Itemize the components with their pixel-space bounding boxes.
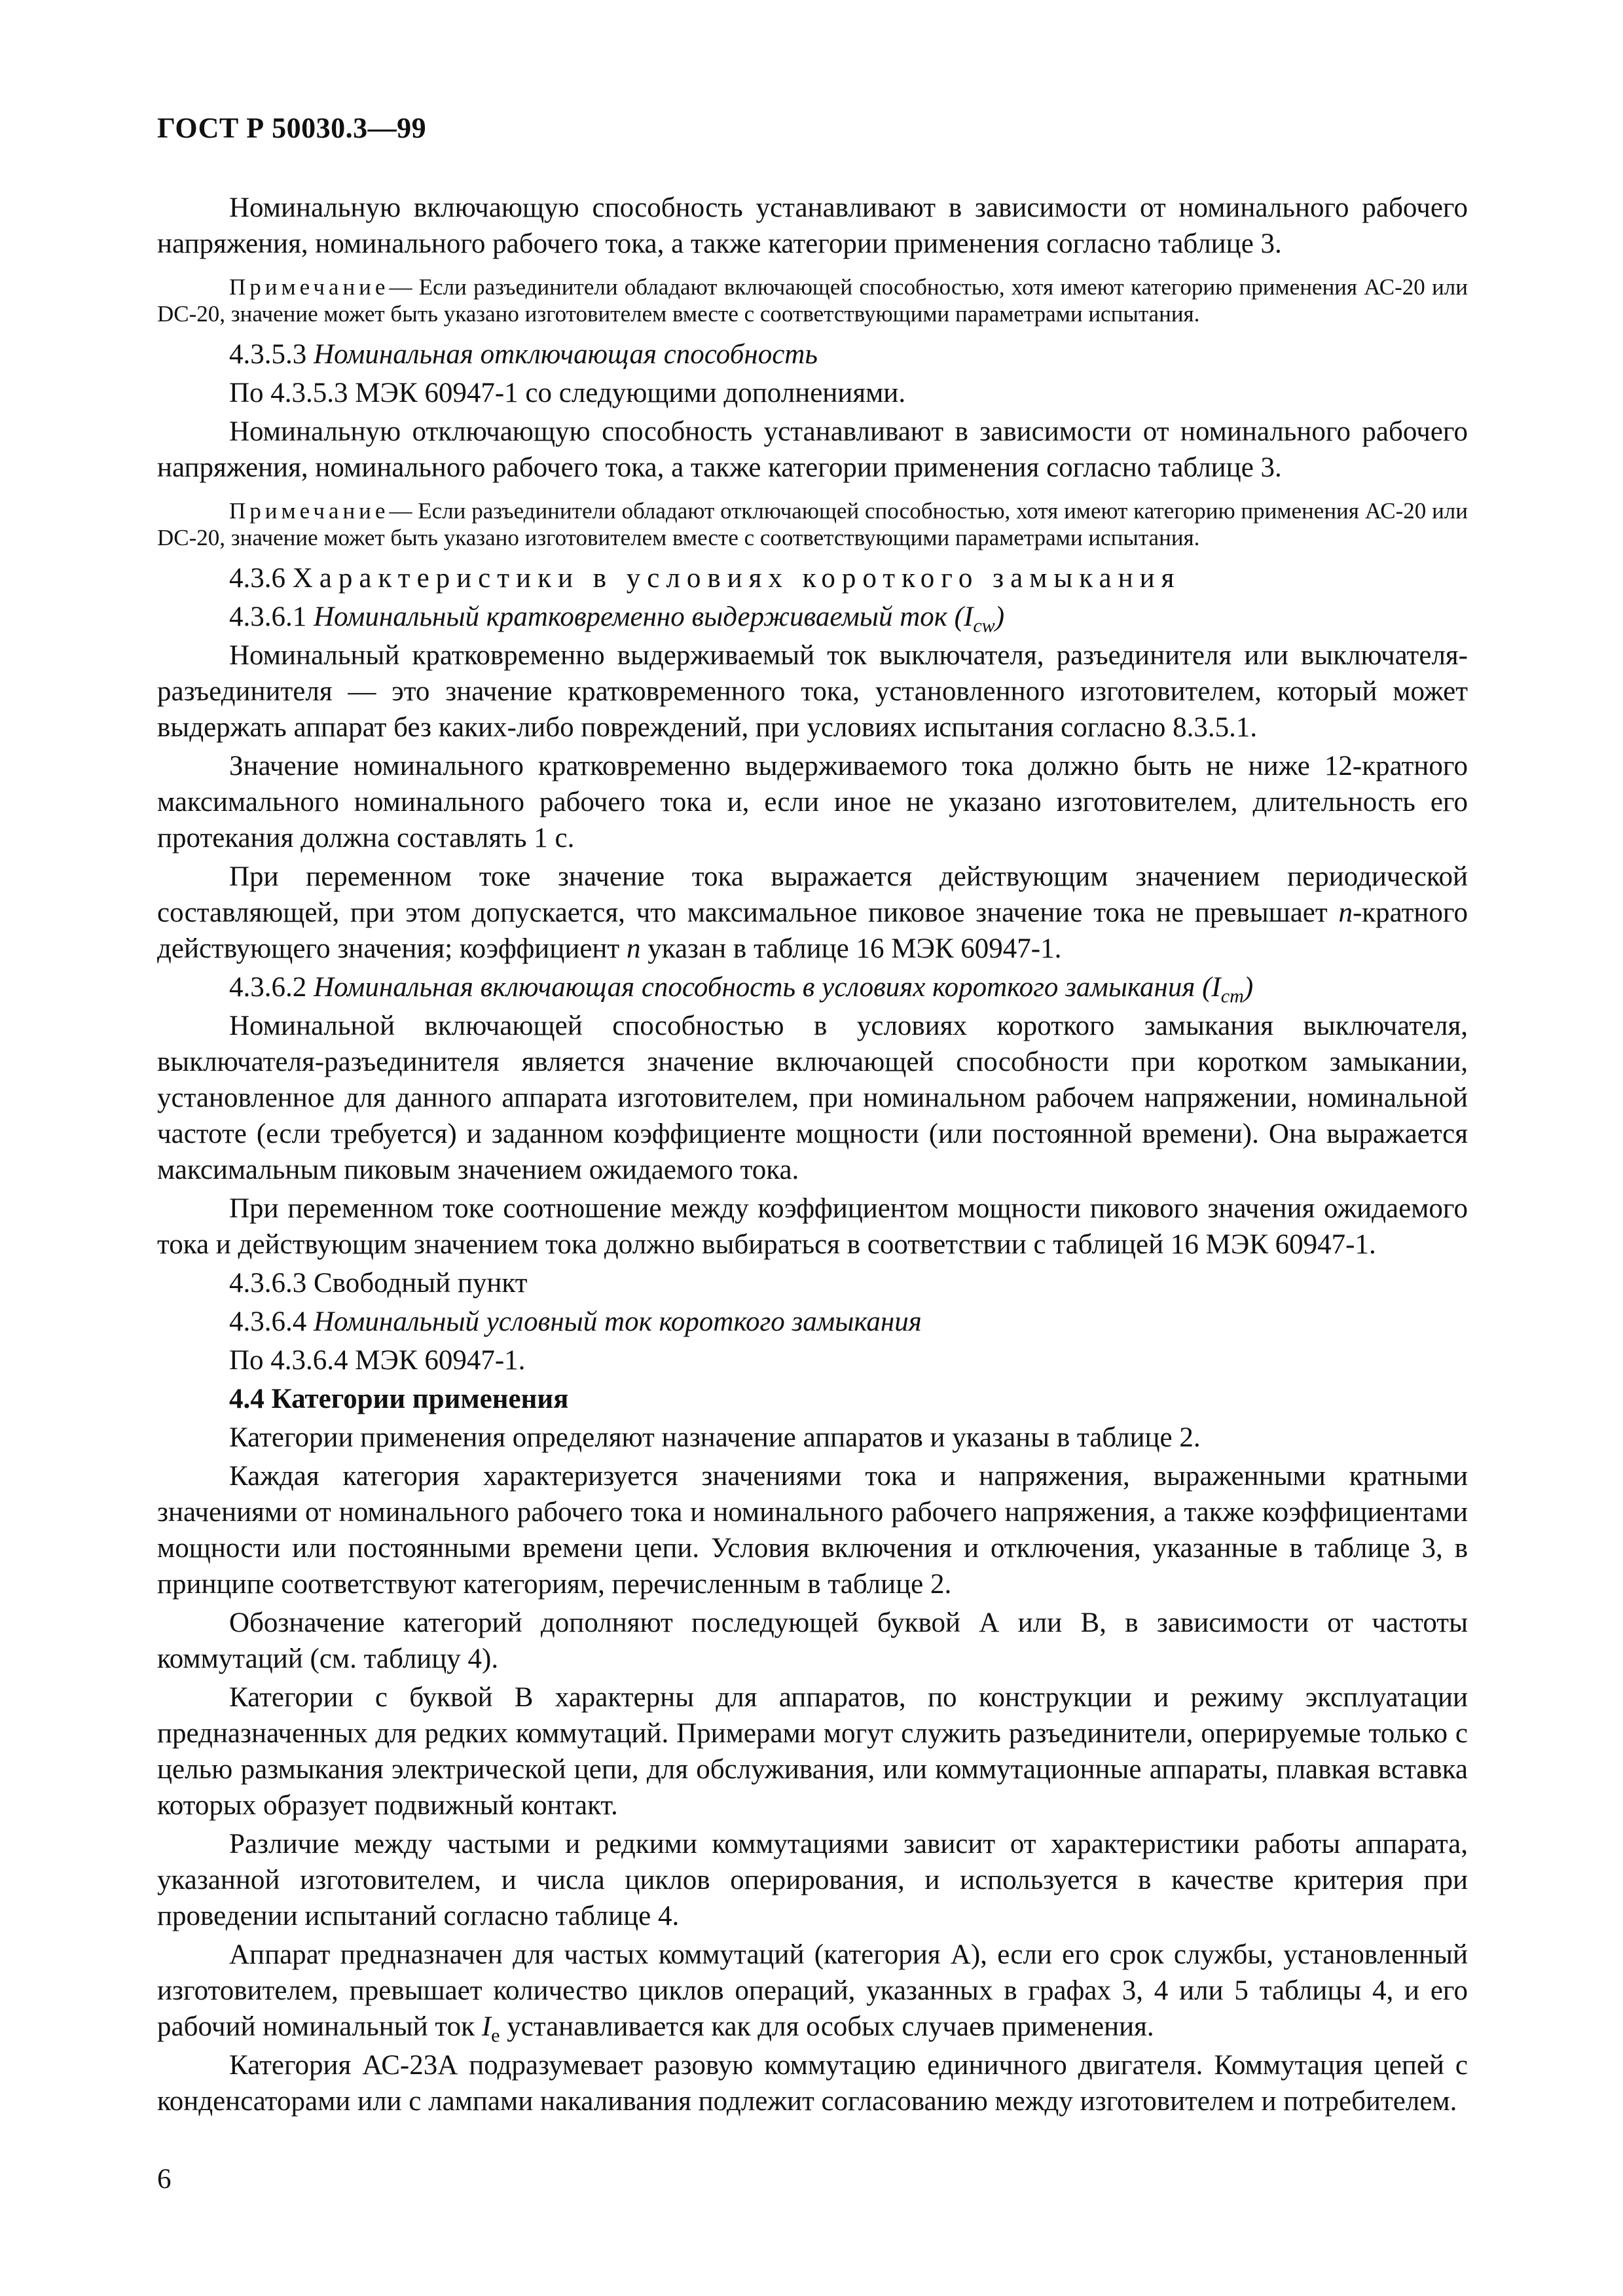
- var-n: n: [1338, 897, 1353, 928]
- subscript: e: [491, 2024, 500, 2047]
- text: устанавливается как для особых случаев применения.: [500, 2011, 1154, 2042]
- paren: ): [994, 601, 1005, 632]
- section-title: Характеристики в условиях короткого замыкания: [292, 563, 1181, 594]
- paragraph: [157, 1937, 1468, 2045]
- paragraph: Номинальный кратковременно выдерживаемый ток выключателя, разъединителя или выключателя-разъединителя — это значение кратковременного тока, установленного изготовителем, который может выдержать аппарат без каких-либо повреждений, при условиях испытания согласно 8.3.5.1.: [157, 640, 1468, 743]
- paragraph: Различие между частыми и редкими коммутациями зависит от характеристики работы аппарата, указанной изготовителем, и числа циклов оперирования, и используется в качестве критерия при проведении испытаний согласно таблице 4.: [157, 1829, 1468, 1931]
- subscript: cw: [973, 614, 995, 637]
- text: При переменном токе значение тока выражается действующим значением периодической составляющей, при этом допускается, что максимальное пиковое значение тока не превышает: [157, 861, 1468, 928]
- section-number: 4.3.6.2: [229, 972, 307, 1003]
- section-number: 4.3.6: [229, 563, 285, 594]
- paren: ): [1243, 972, 1254, 1003]
- note-text: — Если разъединители обладают включающей способностью, хотя имеют категорию применения АС-20 или DC-20, значение может быть указано изготовителем вместе с соответствующими параметрами испытания.: [157, 274, 1468, 327]
- paragraph: Значение номинального кратковременно выдерживаемого тока должно быть не ниже 12-кратного максимального номинального рабочего тока и, если иное не указано изготовителем, длительность его протекания должна составлять 1 с.: [157, 751, 1468, 853]
- text: указан в таблице 16 МЭК 60947-1.: [640, 933, 1062, 964]
- paragraph: Номинальную отключающую способность устанавливают в зависимости от номинального рабочего напряжения, номинального рабочего тока, а также категории применения согласно таблице 3.: [157, 416, 1468, 483]
- paragraph: Категории применения определяют назначение аппаратов и указаны в таблице 2.: [229, 1422, 1201, 1453]
- section-heading-4364: [157, 1304, 1468, 1340]
- text: -кратного действующего значения; коэффициент: [157, 897, 1468, 964]
- section-heading-436: [157, 560, 1468, 596]
- paragraph: Каждая категория характеризуется значениями тока и напряжения, выраженными кратными значениями от номинального рабочего тока и номинального рабочего напряжения, а также коэффициентами мощности или постоянными времени цепи. Условия включения и отключения, указанные в таблице 3, в принципе соответствуют категориям, перечисленным в таблице 2.: [157, 1461, 1468, 1600]
- section-title: Номинальная отключающая способность: [314, 339, 818, 370]
- section-heading-4353: [157, 336, 1468, 372]
- section-title: [314, 601, 1005, 637]
- paragraph: Номинальной включающей способностью в условиях короткого замыкания выключателя, выключателя-разъединителя является значение включающей способности при коротком замыкании, установленное для данного аппарата изготовителем, при номинальном рабочем напряжении, номинальной частоте (если требуется) и заданном коэффициенте мощности (или постоянной времени). Она выражается максимальным пиковым значением ожидаемого тока.: [157, 1011, 1468, 1185]
- section-number: 4.3.6.1: [229, 601, 307, 632]
- document-body: [157, 190, 1468, 2122]
- paragraph: По 4.3.5.3 МЭК 60947-1 со следующими дополнениями.: [229, 378, 906, 408]
- var-n: n: [626, 933, 641, 964]
- note: [157, 497, 1468, 551]
- paragraph: Категории с буквой В характерны для аппаратов, по конструкции и режиму эксплуатации предназначенных для редких коммутаций. Примерами могут служить разъединители, оперируемые только с целью размыкания электрической цепи, для обслуживания, или коммутационные аппараты, плавкая вставка которых образует подвижный контакт.: [157, 1682, 1468, 1821]
- document-header: ГОСТ Р 50030.3—99: [157, 112, 427, 144]
- paragraph: По 4.3.6.4 МЭК 60947-1.: [229, 1345, 526, 1376]
- paragraph: Обозначение категорий дополняют последующей буквой А или В, в зависимости от частоты коммутаций (см. таблицу 4).: [157, 1607, 1468, 1674]
- section-title: Номинальный условный ток короткого замыкания: [314, 1306, 922, 1337]
- section-heading-44: 4.4 Категории применения: [229, 1384, 569, 1414]
- section-heading-4361: [157, 599, 1468, 635]
- paragraph: При переменном токе соотношение между коэффициентом мощности пикового значения ожидаемого тока и действующим значением тока должно выбираться в соответствии с таблицей 16 МЭК 60947-1.: [157, 1193, 1468, 1260]
- section-heading-4363: 4.3.6.3 Свободный пункт: [229, 1268, 528, 1299]
- section-title-text: Номинальный кратковременно выдерживаемый ток (I: [314, 601, 974, 632]
- section-number: 4.3.6.4: [229, 1306, 307, 1337]
- var-i: I: [481, 2011, 492, 2042]
- paragraph: Категория АС-23А подразумевает разовую коммутацию единичного двигателя. Коммутация цепей с конденсаторами или с лампами накаливания подлежит согласованию между изготовителем и потребителем.: [157, 2050, 1468, 2117]
- section-title: [314, 972, 1254, 1007]
- note-label: Примечание: [229, 274, 390, 300]
- section-heading-4362: [157, 969, 1468, 1005]
- note-text: — Если разъединители обладают отключающей способностью, хотя имеют категорию применения АС-20 или DC-20, значение может быть указано изготовителем вместе с соответствующими параметрами испытания.: [157, 498, 1468, 550]
- paragraph: Номинальную включающую способность устанавливают в зависимости от номинального рабочего напряжения, номинального рабочего тока, а также категории применения согласно таблице 3.: [157, 192, 1468, 259]
- section-title-text: Номинальная включающая способность в условиях короткого замыкания (I: [314, 972, 1221, 1003]
- subscript: cm: [1220, 984, 1244, 1007]
- section-number: 4.3.5.3: [229, 339, 307, 370]
- note-label: Примечание: [229, 498, 390, 524]
- text: Аппарат предназначен для частых коммутаций (категория А), если его срок службы, установленный изготовителем, превышает количество циклов операций, указанных в графах 3, 4 или 5 таблицы 4, и его рабочий номинальный ток: [157, 1939, 1468, 2042]
- paragraph: [157, 859, 1468, 967]
- page-number: 6: [157, 2164, 172, 2195]
- note: [157, 274, 1468, 327]
